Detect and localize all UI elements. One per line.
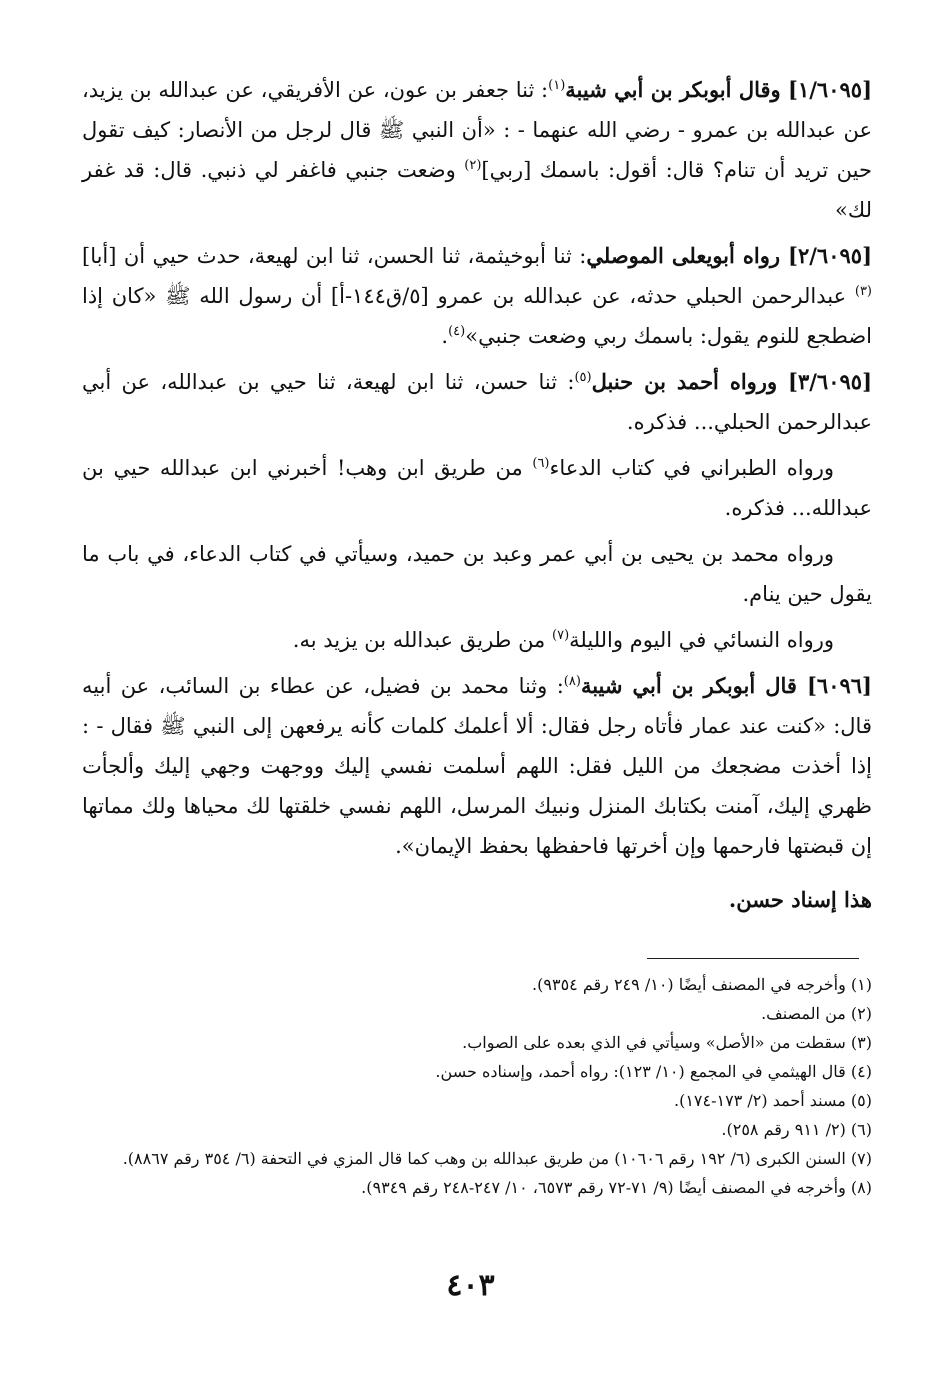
- footnote-5: (٥) مسند أحمد (٢/ ١٧٣-١٧٤).: [673, 1091, 872, 1110]
- footnote-ref[interactable]: (٨): [563, 674, 581, 689]
- footnote-6: (٦) (٢/ ٩١١ رقم ٢٥٨).: [721, 1120, 872, 1139]
- hadith-6096: [82, 666, 872, 866]
- footnote-divider: [647, 958, 859, 959]
- hadith-text: : ثنا جعفر بن عون، عن الأفريقي، عن عبدالله بن يزيد، عن عبدالله بن عمرو - رضي الله عنهما - : «أن النبي ﷺ قال لرجل من الأنصار: كيف تقول حين تريد أن تنام؟ قال: أقول: باسمك [ربي]: [82, 78, 872, 182]
- footnote-ref[interactable]: (٣): [854, 284, 872, 299]
- paragraph-text: من طريق ابن وهب! أخبرني ابن عبدالله حيي بن عبدالله... فذكره.: [82, 456, 872, 520]
- paragraph-text: ورواه الطبراني في كتاب الدعاء: [549, 456, 834, 480]
- ibn-abi-umar-note: [82, 534, 872, 614]
- hadith-text: : ثنا أبوخيثمة، ثنا الحسن، ثنا ابن لهيعة، حدث حيي أن [أبا]: [82, 244, 587, 268]
- page-number: ٤٠٣: [446, 1268, 495, 1303]
- paragraph-text: ورواه محمد بن يحيى بن أبي عمر وعبد بن حميد، وسيأتي في كتاب الدعاء، في باب ما يقول حين ينام.: [82, 542, 872, 606]
- hadith-heading: [٢/٦٠٩٥] رواه أبويعلى الموصلي: [586, 243, 872, 268]
- footnotes: [82, 970, 872, 1202]
- paragraph-text: ورواه النسائي في اليوم والليلة: [569, 628, 834, 652]
- main-text: [82, 70, 872, 926]
- footnote-ref[interactable]: (٤): [448, 324, 466, 339]
- nasai-note: [82, 620, 872, 660]
- hadith-6095-2: [82, 236, 872, 356]
- footnote-8: (٨) وأخرجه في المصنف أيضًا (٩/ ٧١-٧٢ رقم ٦٥٧٣، ١٠/ ٢٤٧-٢٤٨ رقم ٩٣٤٩).: [361, 1178, 872, 1197]
- footnote-2: (٢) من المصنف.: [761, 1004, 872, 1023]
- hadith-text: .: [441, 324, 449, 348]
- hadith-text: عبدالرحمن الحبلي حدثه، عن عبدالله بن عمرو [٥/ق١٤٤-أ] أن رسول الله ﷺ «كان إذا اضطجع للنوم يقول: باسمك ربي وضعت جنبي»: [82, 284, 872, 348]
- paragraph-text: من طريق عبدالله بن يزيد به.: [292, 628, 552, 652]
- hadith-6095-1: [82, 70, 872, 230]
- footnote-ref[interactable]: (٥): [574, 370, 592, 385]
- footnote-ref[interactable]: (٢): [464, 158, 482, 173]
- footnote-1: (١) وأخرجه في المصنف أيضًا (١٠/ ٢٤٩ رقم ٩٣٥٤).: [532, 975, 872, 994]
- footnote-ref[interactable]: (٦): [532, 456, 550, 471]
- hadith-6095-3: [82, 362, 872, 442]
- footnote-4: (٤) قال الهيثمي في المجمع (١٠/ ١٢٣): رواه أحمد، وإسناده حسن.: [435, 1062, 872, 1081]
- hadith-heading: [٦٠٩٦] قال أبوبكر بن أبي شيبة: [580, 673, 872, 698]
- isnad-verdict: [82, 880, 872, 920]
- footnote-ref[interactable]: (١): [548, 78, 566, 93]
- footnote-ref[interactable]: (٧): [552, 628, 570, 643]
- hadith-heading: [١/٦٠٩٥] وقال أبوبكر بن أبي شيبة: [565, 77, 872, 102]
- hadith-heading: [٣/٦٠٩٥] ورواه أحمد بن حنبل: [591, 369, 872, 394]
- verdict-text: هذا إسناد حسن.: [728, 887, 872, 912]
- tabarani-note: [82, 448, 872, 528]
- hadith-text: : وثنا محمد بن فضيل، عن عطاء بن السائب، عن أبيه قال: «كنت عند عمار فأتاه رجل فقال: ألا أعلمك كلمات كأنه يرفعهن إلى النبي ﷺ فقال - : إذا أخذت مضجعك من الليل فقل: اللهم أسلمت نفسي إليك ووجهت وجهي إليك وألجأت ظهري إليك، آمنت بكتابك المنزل ونبيك المرسل، اللهم نفسي خلقتها لك محياها ولك مماتها إن قبضتها فارحمها وإن أخرتها فاحفظها بحفظ الإيمان».: [82, 674, 872, 858]
- footnote-3: (٣) سقطت من «الأصل» وسيأتي في الذي بعده على الصواب.: [462, 1033, 872, 1052]
- hadith-text: : ثنا حسن، ثنا ابن لهيعة، ثنا حيي بن عبدالله، عن أبي عبدالرحمن الحبلي... فذكره.: [82, 370, 872, 434]
- hadith-text: وضعت جنبي فاغفر لي ذنبي. قال: قد غفر لك»: [82, 158, 872, 222]
- footnote-7: (٧) السنن الكبرى (٦/ ١٩٢ رقم ١٠٦٠٦) من طريق عبدالله بن وهب كما قال المزي في التحفة (٦/ ٣٥٤ رقم ٨٨٦٧).: [122, 1149, 872, 1168]
